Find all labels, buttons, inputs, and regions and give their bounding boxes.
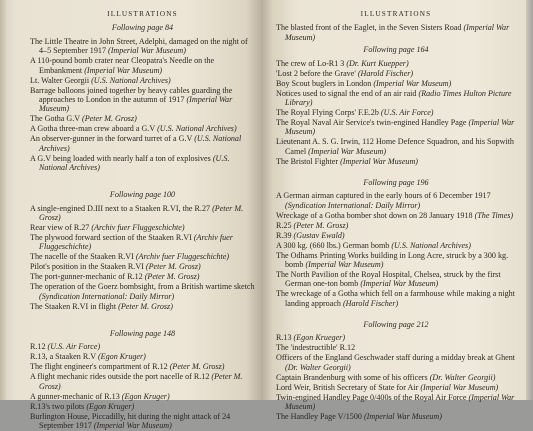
illustration-entry: [30, 233, 255, 252]
entry-caption: Lord Weir, British Secretary of State for Air: [276, 382, 421, 392]
illustration-entry: [30, 342, 255, 351]
illustration-entry: [30, 272, 255, 281]
right-page-content: [276, 10, 516, 422]
illustration-entry: [30, 223, 255, 232]
entry-caption: The Gotha G.V: [30, 114, 83, 124]
illustration-entry: [276, 383, 516, 392]
entry-credit: (The Times): [474, 210, 514, 220]
entry-credit: (Peter M. Grosz): [118, 301, 173, 311]
entry-caption: R.13: [276, 333, 294, 343]
illustration-entry: [30, 114, 255, 123]
entry-credit: (Imperial War Museum): [340, 156, 419, 166]
illustration-entry: [276, 191, 516, 210]
entry-caption: R.12: [30, 342, 48, 352]
page-edge-right: [526, 0, 533, 400]
illustration-entry: [276, 373, 516, 382]
entry-credit: (Archiv fuer Fluggeschichte): [135, 252, 230, 262]
illustration-entry: [276, 251, 516, 270]
entry-caption: Notices used to signal the end of an air raid: [276, 88, 419, 98]
entry-caption: R.13's two pilots: [30, 401, 87, 411]
entry-caption: Wreckage of a Gotha bomber shot down on 28 January 1918: [276, 210, 475, 220]
illustration-entry: [276, 211, 516, 220]
entry-credit: (Radio Times Hulton Picture Library): [285, 88, 512, 108]
page-header: ILLUSTRATIONS: [360, 10, 432, 18]
entry-credit: (Archiv fuer Fluggeschichte): [91, 223, 185, 233]
illustration-entry: [276, 393, 516, 412]
entry-credit: (Imperial War Museum): [373, 78, 452, 88]
illustration-entry: [276, 108, 516, 117]
illustration-entry: [276, 137, 516, 156]
entry-caption: A 110-pound bomb crater near Cleopatra's Needle on the Embankment: [30, 56, 215, 75]
entry-credit: (Imperial War Museum): [363, 412, 442, 422]
entry-caption: The wreckage of a Gotha which fell on a farmhouse while making a night landing approach: [276, 289, 515, 308]
entry-caption: A single-engined D.III next to a Staaken R.VI, the R.27: [30, 203, 213, 213]
illustration-entry: [276, 69, 516, 78]
right-page: [262, 0, 526, 422]
illustration-entry: [276, 343, 516, 352]
entry-caption: Boy Scout buglers in London: [276, 78, 374, 88]
illustration-entry: [30, 56, 255, 75]
entry-credit: (Imperial War Museum): [84, 65, 163, 75]
entry-caption: A German airman captured in the early hours of 6 December 1917: [276, 191, 491, 201]
entry-caption: R.39: [276, 230, 294, 240]
entry-credit: (U.S. Air Force): [47, 342, 101, 352]
entry-caption: Lieutenant A. S. G. Irwin, 112 Home Defence Squadron, and his Sopwith Camel: [276, 137, 514, 156]
page-header: ILLUSTRATIONS: [107, 10, 178, 18]
entry-caption: The Royal Flying Corps' F.E.2b: [276, 108, 381, 118]
entry-caption: The crew of Lo-R1 3: [276, 58, 347, 68]
entry-caption: The flight engineer's compartment of R.12: [30, 362, 170, 372]
illustration-entry: [30, 124, 255, 133]
entry-credit: (U.S. National Archives): [39, 134, 242, 153]
section-heading: Following page 84: [111, 23, 174, 33]
entry-caption: Twin-engined Handley Page 0/400s of the Royal Air Force: [276, 392, 469, 402]
illustration-entry: [276, 221, 516, 230]
illustration-entry: [30, 76, 255, 85]
entry-caption: The nacelle of the Staaken R.VI: [30, 252, 136, 262]
entry-caption: Burlington House, Piccadilly, hit during the night attack of 24 September 1917: [30, 411, 231, 431]
entry-credit: (Imperial War Museum): [108, 46, 186, 56]
illustration-entry: [276, 89, 516, 108]
entry-credit: (Harold Fischer): [342, 298, 399, 308]
illustration-entry: [30, 86, 255, 114]
section-heading: Following page 196: [363, 177, 429, 187]
entry-credit: (Peter M. Grosz): [39, 372, 243, 391]
entry-credit: (Syndication International: Daily Mirror): [39, 291, 175, 301]
section-heading: Following page 164: [363, 45, 429, 55]
entry-caption: The 'indestructible' R.12: [276, 343, 356, 353]
entry-caption: R.13, a Staaken R.V: [30, 352, 98, 362]
entry-credit: (U.S. National Archives): [157, 124, 237, 134]
entry-caption: The blasted front of the Eaglet, in the Seven Sisters Road: [276, 23, 464, 33]
entry-credit: (Peter M. Grosz): [169, 362, 225, 372]
entry-caption: A 300 kg. (660 lbs.) German bomb: [276, 240, 392, 250]
entry-credit: (Harold Fischer): [357, 68, 414, 78]
entry-credit: (Dr. Kurt Kuepper): [346, 58, 409, 68]
entry-caption: A gunner-mechanic of R.13: [30, 391, 122, 401]
entry-caption: A flight mechanic rides outside the port nacelle of R.12: [30, 372, 212, 382]
illustration-entry: [30, 302, 255, 311]
illustration-entry: [30, 362, 255, 371]
left-page: [0, 0, 262, 431]
entry-credit: (Imperial War Museum): [420, 382, 499, 392]
illustration-entry: [30, 412, 255, 431]
entry-caption: The operation of the Goerz bombsight, from a British wartime sketch: [30, 282, 255, 292]
entry-credit: (Archiv fuer Fluggeschichte): [39, 233, 233, 252]
entry-caption: Pilot's position in the Staaken R.VI: [30, 262, 146, 272]
illustration-entry: [276, 412, 516, 421]
entry-caption: R.25: [276, 220, 294, 230]
entry-caption: The Odhams Printing Works building in Long Acre, struck by a 300 kg. bomb: [276, 250, 509, 270]
entry-caption: Captain Brandenburg with some of his officers: [276, 372, 430, 382]
illustration-entry: [30, 352, 255, 361]
entry-credit: (Imperial War Museum): [285, 23, 510, 42]
entry-credit: (U.S. National Archives): [39, 153, 230, 173]
illustration-entry: [276, 23, 516, 42]
left-page-content: [30, 10, 255, 431]
entry-credit: (Dr. Walter Georgii): [429, 372, 496, 382]
illustration-entry: [30, 392, 255, 401]
illustration-entry: [276, 241, 516, 250]
entry-credit: (Peter M. Grosz): [39, 203, 244, 223]
section-spacer: [30, 312, 255, 326]
entry-caption: An observer-gunner in the forward turret of a G.V: [30, 134, 195, 144]
entry-caption: 'Lost 2 before the Grave': [276, 68, 358, 78]
illustration-entry: [276, 270, 516, 289]
section-spacer: [276, 309, 516, 317]
entry-credit: (Imperial War Museum): [285, 118, 515, 137]
entry-credit: (Imperial War Museum): [285, 392, 515, 412]
illustration-entry: [30, 282, 255, 301]
entry-credit: (Peter M. Grosz): [293, 220, 349, 230]
entry-credit: (Syndication International: Daily Mirror): [285, 200, 421, 210]
entry-caption: A Gotha three-man crew aboard a G.V: [30, 124, 158, 134]
entry-credit: (Dr. Walter Georgii): [285, 362, 351, 372]
entry-caption: The Little Theatre in John Street, Adelphi, damaged on the night of 4–5 September 1917: [30, 36, 248, 56]
entry-caption: The port-gunner-mechanic of R.12: [30, 272, 145, 282]
entry-caption: Officers of the England Geschwader staff during a midday break at Ghent: [276, 353, 516, 363]
entry-caption: The Handley Page V/1500: [276, 412, 364, 422]
section-heading: Following page 148: [109, 328, 176, 338]
entry-caption: Lt. Walter Georgii: [30, 75, 92, 85]
illustration-entry: [30, 262, 255, 271]
illustration-entry: [30, 154, 255, 173]
entry-credit: (U.S. Air Force): [380, 108, 434, 118]
illustration-entry: [276, 79, 516, 88]
entry-caption: The plywood forward section of the Staaken R.VI: [30, 233, 194, 243]
entry-caption: The North Pavilion of the Royal Hospital, Chelsea, struck by the first German one-ton bomb: [276, 270, 501, 289]
entry-caption: Rear view of R.27: [30, 223, 92, 233]
entry-credit: (Peter M. Grosz): [144, 272, 200, 282]
entry-caption: The Bristol Fighter: [276, 156, 341, 166]
entry-credit: (Imperial War Museum): [93, 421, 172, 431]
entry-credit: (Peter M. Grosz): [145, 262, 201, 272]
illustration-entry: [276, 289, 516, 308]
section-heading: Following page 100: [109, 190, 176, 200]
entry-credit: (Gustav Ewald): [293, 230, 345, 240]
illustration-entry: [276, 157, 516, 166]
entry-caption: The Royal Naval Air Service's twin-engined Handley Page: [276, 118, 469, 128]
entry-caption: Barrage balloons joined together by heavy cables guarding the approaches to London in the autumn of 1917: [30, 85, 233, 105]
entry-caption: A G.V being loaded with nearly half a ton of explosives: [30, 153, 213, 163]
entry-credit: (Imperial War Museum): [360, 279, 439, 289]
illustration-entry: [30, 134, 255, 153]
entry-credit: (Peter M. Grosz): [82, 114, 137, 124]
illustration-entry: [276, 59, 516, 68]
entry-credit: (Imperial War Museum): [39, 95, 233, 114]
illustration-entry: [276, 353, 516, 372]
illustration-entry: [30, 37, 255, 56]
section-spacer: [276, 167, 516, 175]
section-heading: Following page 212: [363, 319, 429, 329]
illustration-entry: [30, 402, 255, 411]
entry-caption: The Staaken R.VI in flight: [30, 301, 119, 311]
entry-credit: (Imperial War Museum): [305, 260, 384, 270]
illustration-entry: [276, 118, 516, 137]
illustration-entry: [30, 372, 255, 391]
section-spacer: [30, 173, 255, 187]
entry-credit: (Imperial War Museum): [308, 146, 387, 156]
entry-credit: (Egon Kruger): [97, 352, 146, 362]
illustration-entry: [30, 252, 255, 261]
entry-credit: (Egon Krueger): [293, 333, 346, 343]
entry-credit: (Egon Kruger): [86, 401, 135, 411]
entry-credit: (U.S. National Archives): [391, 240, 471, 250]
illustration-entry: [276, 231, 516, 240]
entry-credit: (Egon Kruger): [121, 391, 170, 401]
illustration-entry: [30, 204, 255, 223]
illustration-entry: [276, 333, 516, 342]
entry-credit: (U.S. National Archives): [91, 75, 171, 85]
page-edge-left: [0, 0, 6, 400]
